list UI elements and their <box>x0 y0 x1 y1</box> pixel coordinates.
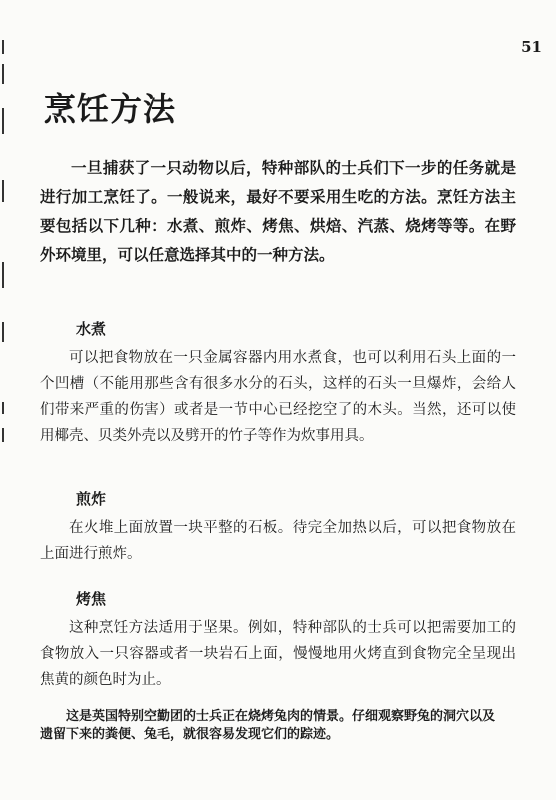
binding-edge-mark <box>2 64 4 84</box>
binding-edge-mark <box>2 108 4 134</box>
section-heading: 烤焦 <box>76 590 107 608</box>
intro-paragraph: 一旦捕获了一只动物以后，特种部队的士兵们下一步的任务就是进行加工烹饪了。一般说来，最好不要采用生吃的方法。烹饪方法主要包括以下几种：水煮、煎炸、烤焦、烘焙、汽蒸、烧烤等等。在野外环境里，可以任意选择其中的一种方法。 <box>40 159 516 264</box>
binding-edge-mark <box>2 40 4 54</box>
page-number: 51 <box>521 38 542 56</box>
section-body: 这种烹饪方法适用于坚果。例如，特种部队的士兵可以把需要加工的食物放入一只容器或者一块岩石上面，慢慢地用火烤直到食物完全呈现出焦黄的颜色时为止。 <box>40 620 516 688</box>
section-frying <box>40 488 516 567</box>
section-boiling <box>40 318 516 449</box>
section-heading: 水煮 <box>76 320 107 338</box>
section-body: 可以把食物放在一只金属容器内用水煮食，也可以利用石头上面的一个凹槽（不能用那些含有很多水分的石头，这样的石头一旦爆炸，会给人们带来严重的伤害）或者是一节中心已经挖空了的木头。当然，还可以使用椰壳、贝类外壳以及劈开的竹子等作为炊事用具。 <box>40 350 516 444</box>
binding-edge-mark <box>2 262 4 288</box>
binding-edge-mark <box>2 428 4 442</box>
binding-edge-mark <box>2 322 4 342</box>
photo-caption: 这是英国特别空勤团的士兵正在烧烤兔肉的情景。仔细观察野兔的洞穴以及遗留下来的粪便、兔毛，就很容易发现它们的踪迹。 <box>40 709 496 742</box>
chapter-title: 烹饪方法 <box>44 90 177 128</box>
section-body: 在火堆上面放置一块平整的石板。待完全加热以后，可以把食物放在上面进行煎炸。 <box>40 520 516 562</box>
binding-edge-mark <box>2 180 4 202</box>
section-roasting <box>40 588 516 693</box>
binding-edge-mark <box>2 402 4 414</box>
section-heading: 煎炸 <box>76 490 107 508</box>
